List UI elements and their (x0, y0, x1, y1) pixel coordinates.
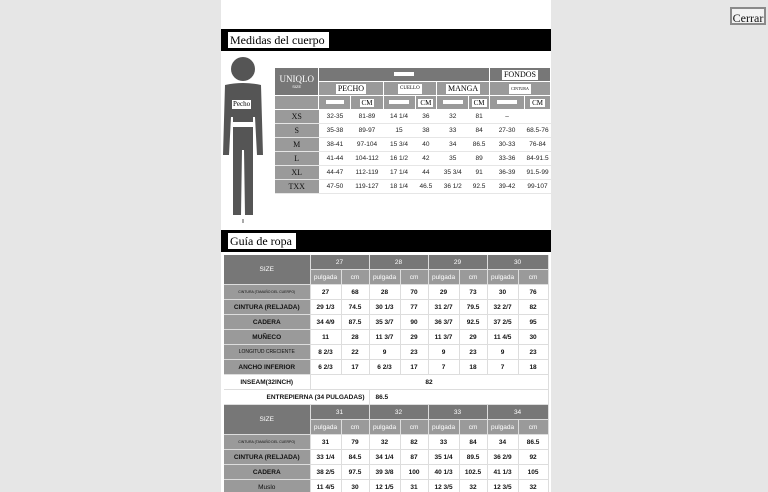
unit-cm-1: CM (351, 96, 383, 110)
table-row: CADERA 38 2/5 97.5 39 3/8 100 40 1/3 102.5 41 1/3 105 (224, 465, 548, 480)
table-row: Muslo 11 4/5 30 12 1/5 31 12 3/5 32 12 3/5 32 (224, 480, 548, 492)
size-header: SIZE (224, 405, 310, 435)
unit-cm-3: CM (469, 96, 490, 110)
table-row: MUÑECO 11 28 11 3/7 29 11 3/7 29 11 4/5 30 (224, 330, 548, 345)
unit-in: pulgada (310, 420, 341, 435)
clothing-guide-title: Guía de ropa (228, 233, 296, 249)
unit-cm-4: CM (525, 96, 551, 110)
table-row: ANCHO INFERIOR 6 2/3 17 6 2/3 17 7 18 7 18 (224, 360, 548, 375)
size-32-header: 32 (369, 405, 428, 420)
body-figure-icon (221, 55, 267, 225)
table-row: CINTURA (RELJADA) 33 1/4 84.5 34 1/4 87 35 1/4 89.5 36 2/9 92 (224, 450, 548, 465)
size-27-header: 27 (310, 255, 369, 270)
brand-size-cell: UNIQLO SIZE (275, 68, 319, 96)
unit-cm-2: CM (415, 96, 437, 110)
table-row: INSEAM(32INCH) 82 (224, 375, 548, 390)
figure-label-inseam (235, 215, 249, 219)
table-row: LONGITUD CRECIENTE 8 2/3 22 9 23 9 23 9 23 (224, 345, 548, 360)
table-row: CINTURA (RELJADA) 29 1/3 74.5 30 1/3 77 31 2/7 79.5 32 2/7 82 (224, 300, 548, 315)
size-34-header: 34 (487, 405, 548, 420)
figure-label-chest: Pecho (233, 100, 251, 108)
close-button[interactable]: Cerrar (730, 7, 766, 25)
unit-in: pulgada (369, 420, 400, 435)
size-header: SIZE (224, 255, 310, 285)
cuello-header: CUELLO (383, 82, 437, 96)
pecho-header: PECHO (319, 82, 383, 96)
unit-in: pulgada (310, 270, 341, 285)
unit-in: pulgada (428, 270, 459, 285)
cintura-header: CINTURA (489, 82, 550, 96)
unit-cm: cm (518, 270, 548, 285)
manga-header: MANGA (437, 82, 490, 96)
table-row: L 41-44 104-112 16 1/2 42 35 89 33-36 84-91.5 (275, 152, 551, 166)
unit-in-3 (437, 96, 469, 110)
unit-in-2 (383, 96, 415, 110)
figure-label-waist (233, 122, 255, 127)
table-row: CINTURA (TAMAÑO DEL CUERPO) 31 79 32 82 33 84 34 86.5 (224, 435, 548, 450)
unit-cm: cm (518, 420, 548, 435)
unit-cm: cm (459, 270, 487, 285)
table-row: CADERA 34 4/9 87.5 35 3/7 90 36 3/7 92.5 37 2/5 95 (224, 315, 548, 330)
table-row: XS 32-35 81-89 14 1/4 36 32 81 – (275, 110, 551, 124)
body-measurements-title: Medidas del cuerpo (228, 32, 329, 48)
blank-cell (275, 96, 319, 110)
unit-in: pulgada (487, 270, 518, 285)
table-row: M 38-41 97-104 15 3/4 40 34 86.5 30-33 76-84 (275, 138, 551, 152)
unit-in-4 (489, 96, 524, 110)
size-31-header: 31 (310, 405, 369, 420)
unit-in: pulgada (369, 270, 400, 285)
unit-cm: cm (459, 420, 487, 435)
body-measurements-table (274, 67, 551, 194)
body-measurements-header (221, 29, 551, 51)
unit-cm: cm (341, 270, 369, 285)
table-row: XL 44-47 112-119 17 1/4 44 35 3/4 91 36-39 91.5-99 (275, 166, 551, 180)
unit-in: pulgada (428, 420, 459, 435)
size-30-header: 30 (487, 255, 548, 270)
table-row: S 35-38 89-97 15 38 33 84 27-30 68.5-76 (275, 124, 551, 138)
size-33-header: 33 (428, 405, 487, 420)
fondos-header: FONDOS (489, 68, 550, 82)
table-row: CINTURA (TAMAÑO DEL CUERPO) 27 68 28 70 29 73 30 76 (224, 285, 548, 300)
unit-in: pulgada (487, 420, 518, 435)
clothing-guide-table (224, 255, 549, 492)
clothing-guide-header (221, 230, 551, 252)
size-29-header: 29 (428, 255, 487, 270)
unit-cm: cm (400, 420, 428, 435)
inches-header (319, 68, 490, 82)
unit-in-1 (319, 96, 351, 110)
table-row: ENTREPIERNA (34 PULGADAS) 86.5 (224, 390, 548, 405)
table-row: TXX 47-50 119-127 18 1/4 46.5 36 1/2 92.5 39-42 99-107 (275, 180, 551, 194)
size-28-header: 28 (369, 255, 428, 270)
unit-cm: cm (400, 270, 428, 285)
size-chart-panel (221, 0, 551, 492)
unit-cm: cm (341, 420, 369, 435)
